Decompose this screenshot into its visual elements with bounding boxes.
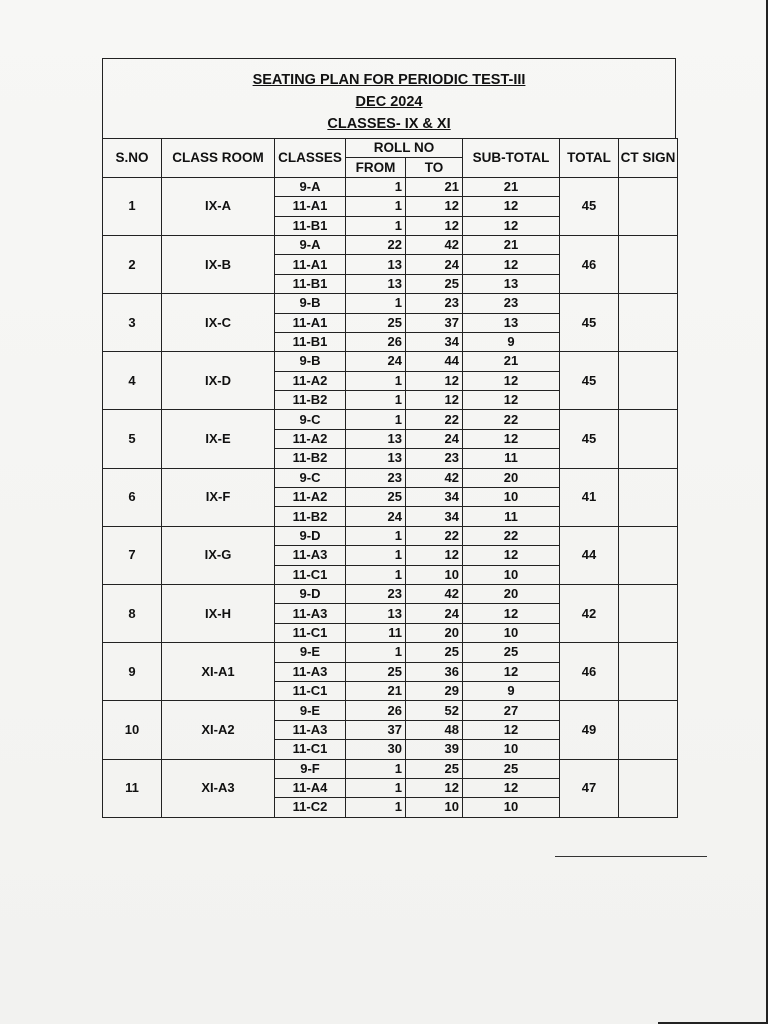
serial-number-cell: 8 [103,584,162,642]
serial-number-cell: 7 [103,526,162,584]
sub-total-cell: 10 [463,623,560,642]
sub-total-cell: 12 [463,216,560,235]
sub-total-cell: 12 [463,429,560,448]
sub-total-cell: 20 [463,468,560,487]
roll-to-cell: 12 [406,546,463,565]
roll-from-cell: 1 [346,197,406,216]
roll-to-cell: 39 [406,740,463,759]
sub-total-cell: 25 [463,759,560,778]
roll-to-cell: 12 [406,216,463,235]
title-block [102,58,676,138]
roll-to-cell: 42 [406,235,463,254]
roll-from-cell: 1 [346,526,406,545]
class-cell: 11-C1 [275,565,346,584]
roll-to-cell: 24 [406,255,463,274]
roll-from-cell: 1 [346,643,406,662]
table-row [103,177,678,196]
sub-total-cell: 11 [463,449,560,468]
class-cell: 9-A [275,235,346,254]
total-cell: 41 [560,468,619,526]
roll-from-cell: 1 [346,391,406,410]
roll-from-cell: 1 [346,798,406,817]
class-cell: 11-C1 [275,681,346,700]
class-cell: 11-A3 [275,546,346,565]
roll-from-cell: 25 [346,313,406,332]
table-row [103,759,678,778]
roll-from-cell: 21 [346,681,406,700]
roll-to-cell: 37 [406,313,463,332]
class-cell: 11-A1 [275,313,346,332]
ct-sign-cell [619,352,678,410]
total-cell: 42 [560,584,619,642]
sub-total-cell: 20 [463,584,560,603]
roll-to-cell: 48 [406,720,463,739]
roll-from-cell: 1 [346,177,406,196]
class-cell: 11-B1 [275,274,346,293]
serial-number-cell: 1 [103,177,162,235]
sub-total-cell: 21 [463,235,560,254]
class-room-cell: IX-B [162,235,275,293]
ct-sign-cell [619,643,678,701]
class-cell: 11-A3 [275,662,346,681]
roll-to-cell: 24 [406,604,463,623]
class-cell: 9-B [275,352,346,371]
divider-line [555,856,707,857]
roll-to-cell: 12 [406,371,463,390]
roll-from-cell: 22 [346,235,406,254]
ct-sign-cell [619,526,678,584]
roll-from-cell: 1 [346,759,406,778]
roll-to-cell: 23 [406,449,463,468]
class-cell: 9-F [275,759,346,778]
class-cell: 11-B2 [275,391,346,410]
class-room-cell: IX-G [162,526,275,584]
roll-from-cell: 1 [346,294,406,313]
roll-from-cell: 13 [346,429,406,448]
total-cell: 46 [560,235,619,293]
class-room-cell: IX-C [162,294,275,352]
roll-from-cell: 13 [346,604,406,623]
roll-from-cell: 23 [346,584,406,603]
class-cell: 9-A [275,177,346,196]
table-row [103,701,678,720]
roll-from-cell: 24 [346,507,406,526]
class-cell: 9-D [275,584,346,603]
roll-from-cell: 1 [346,216,406,235]
seating-plan-body [103,177,678,817]
sub-total-cell: 23 [463,294,560,313]
sub-total-cell: 12 [463,720,560,739]
roll-to-cell: 44 [406,352,463,371]
roll-to-cell: 12 [406,391,463,410]
sub-total-cell: 9 [463,332,560,351]
sub-total-cell: 10 [463,565,560,584]
roll-from-cell: 25 [346,488,406,507]
roll-from-cell: 25 [346,662,406,681]
table-row [103,526,678,545]
serial-number-cell: 10 [103,701,162,759]
roll-to-cell: 52 [406,701,463,720]
sub-total-cell: 12 [463,255,560,274]
roll-from-cell: 1 [346,410,406,429]
sub-total-cell: 25 [463,643,560,662]
class-room-cell: IX-A [162,177,275,235]
roll-to-cell: 20 [406,623,463,642]
ct-sign-cell [619,759,678,817]
roll-to-cell: 25 [406,759,463,778]
roll-to-cell: 25 [406,274,463,293]
class-cell: 11-A3 [275,720,346,739]
roll-to-cell: 21 [406,177,463,196]
roll-to-cell: 29 [406,681,463,700]
header-roll-no: ROLL NO [346,139,463,158]
class-cell: 9-C [275,468,346,487]
document-title: SEATING PLAN FOR PERIODIC TEST-III [252,72,526,88]
roll-from-cell: 26 [346,332,406,351]
roll-to-cell: 34 [406,488,463,507]
class-cell: 11-A4 [275,778,346,797]
ct-sign-cell [619,177,678,235]
class-room-cell: IX-D [162,352,275,410]
table-row [103,643,678,662]
table-row [103,352,678,371]
sub-total-cell: 12 [463,391,560,410]
sub-total-cell: 27 [463,701,560,720]
header-classes: CLASSES [275,139,346,178]
seating-plan-table [102,138,678,818]
class-room-cell: XI-A2 [162,701,275,759]
class-cell: 9-C [275,410,346,429]
sub-total-cell: 21 [463,352,560,371]
sub-total-cell: 10 [463,798,560,817]
class-room-cell: IX-F [162,468,275,526]
sub-total-cell: 22 [463,410,560,429]
class-cell: 11-B1 [275,332,346,351]
class-cell: 11-A2 [275,371,346,390]
roll-from-cell: 24 [346,352,406,371]
sub-total-cell: 10 [463,488,560,507]
roll-to-cell: 42 [406,584,463,603]
serial-number-cell: 2 [103,235,162,293]
class-room-cell: IX-E [162,410,275,468]
class-cell: 11-C1 [275,623,346,642]
roll-from-cell: 1 [346,546,406,565]
roll-from-cell: 1 [346,565,406,584]
ct-sign-cell [619,468,678,526]
serial-number-cell: 9 [103,643,162,701]
total-cell: 45 [560,177,619,235]
class-room-cell: XI-A1 [162,643,275,701]
ct-sign-cell [619,410,678,468]
roll-to-cell: 22 [406,410,463,429]
serial-number-cell: 6 [103,468,162,526]
roll-from-cell: 11 [346,623,406,642]
header-total: TOTAL [560,139,619,178]
table-row [103,584,678,603]
sub-total-cell: 13 [463,313,560,332]
roll-to-cell: 34 [406,507,463,526]
total-cell: 49 [560,701,619,759]
table-row [103,294,678,313]
document-classes: CLASSES- IX & XI [327,116,451,132]
roll-from-cell: 1 [346,778,406,797]
roll-to-cell: 42 [406,468,463,487]
sub-total-cell: 12 [463,546,560,565]
total-cell: 45 [560,410,619,468]
class-cell: 9-D [275,526,346,545]
sub-total-cell: 12 [463,778,560,797]
header-sub-total: SUB-TOTAL [463,139,560,178]
roll-to-cell: 12 [406,778,463,797]
roll-to-cell: 23 [406,294,463,313]
sub-total-cell: 12 [463,371,560,390]
class-cell: 9-E [275,643,346,662]
sub-total-cell: 21 [463,177,560,196]
sub-total-cell: 10 [463,740,560,759]
header-from: FROM [346,158,406,177]
sub-total-cell: 12 [463,197,560,216]
serial-number-cell: 3 [103,294,162,352]
total-cell: 47 [560,759,619,817]
class-cell: 9-E [275,701,346,720]
roll-to-cell: 10 [406,798,463,817]
sub-total-cell: 12 [463,604,560,623]
roll-from-cell: 30 [346,740,406,759]
class-cell: 11-C2 [275,798,346,817]
roll-from-cell: 23 [346,468,406,487]
roll-from-cell: 13 [346,274,406,293]
sub-total-cell: 12 [463,662,560,681]
class-cell: 11-A2 [275,488,346,507]
serial-number-cell: 4 [103,352,162,410]
sub-total-cell: 9 [463,681,560,700]
class-cell: 11-A3 [275,604,346,623]
roll-from-cell: 1 [346,371,406,390]
table-row [103,235,678,254]
table-row [103,468,678,487]
document-date: DEC 2024 [355,94,423,110]
class-cell: 11-A2 [275,429,346,448]
class-cell: 9-B [275,294,346,313]
header-class-room: CLASS ROOM [162,139,275,178]
total-cell: 45 [560,352,619,410]
ct-sign-cell [619,701,678,759]
class-cell: 11-A1 [275,255,346,274]
roll-to-cell: 34 [406,332,463,351]
header-sno: S.NO [103,139,162,178]
roll-from-cell: 13 [346,449,406,468]
class-cell: 11-B2 [275,449,346,468]
roll-to-cell: 10 [406,565,463,584]
class-cell: 11-B1 [275,216,346,235]
roll-to-cell: 22 [406,526,463,545]
roll-to-cell: 24 [406,429,463,448]
table-row [103,410,678,429]
header-ct-sign: CT SIGN [619,139,678,178]
class-room-cell: IX-H [162,584,275,642]
class-cell: 11-A1 [275,197,346,216]
serial-number-cell: 11 [103,759,162,817]
total-cell: 44 [560,526,619,584]
class-room-cell: XI-A3 [162,759,275,817]
roll-to-cell: 36 [406,662,463,681]
sub-total-cell: 11 [463,507,560,526]
roll-to-cell: 12 [406,197,463,216]
sub-total-cell: 22 [463,526,560,545]
sub-total-cell: 13 [463,274,560,293]
roll-from-cell: 13 [346,255,406,274]
serial-number-cell: 5 [103,410,162,468]
ct-sign-cell [619,584,678,642]
roll-from-cell: 37 [346,720,406,739]
ct-sign-cell [619,235,678,293]
class-cell: 11-B2 [275,507,346,526]
roll-to-cell: 25 [406,643,463,662]
roll-from-cell: 26 [346,701,406,720]
class-cell: 11-C1 [275,740,346,759]
total-cell: 45 [560,294,619,352]
header-to: TO [406,158,463,177]
ct-sign-cell [619,294,678,352]
total-cell: 46 [560,643,619,701]
